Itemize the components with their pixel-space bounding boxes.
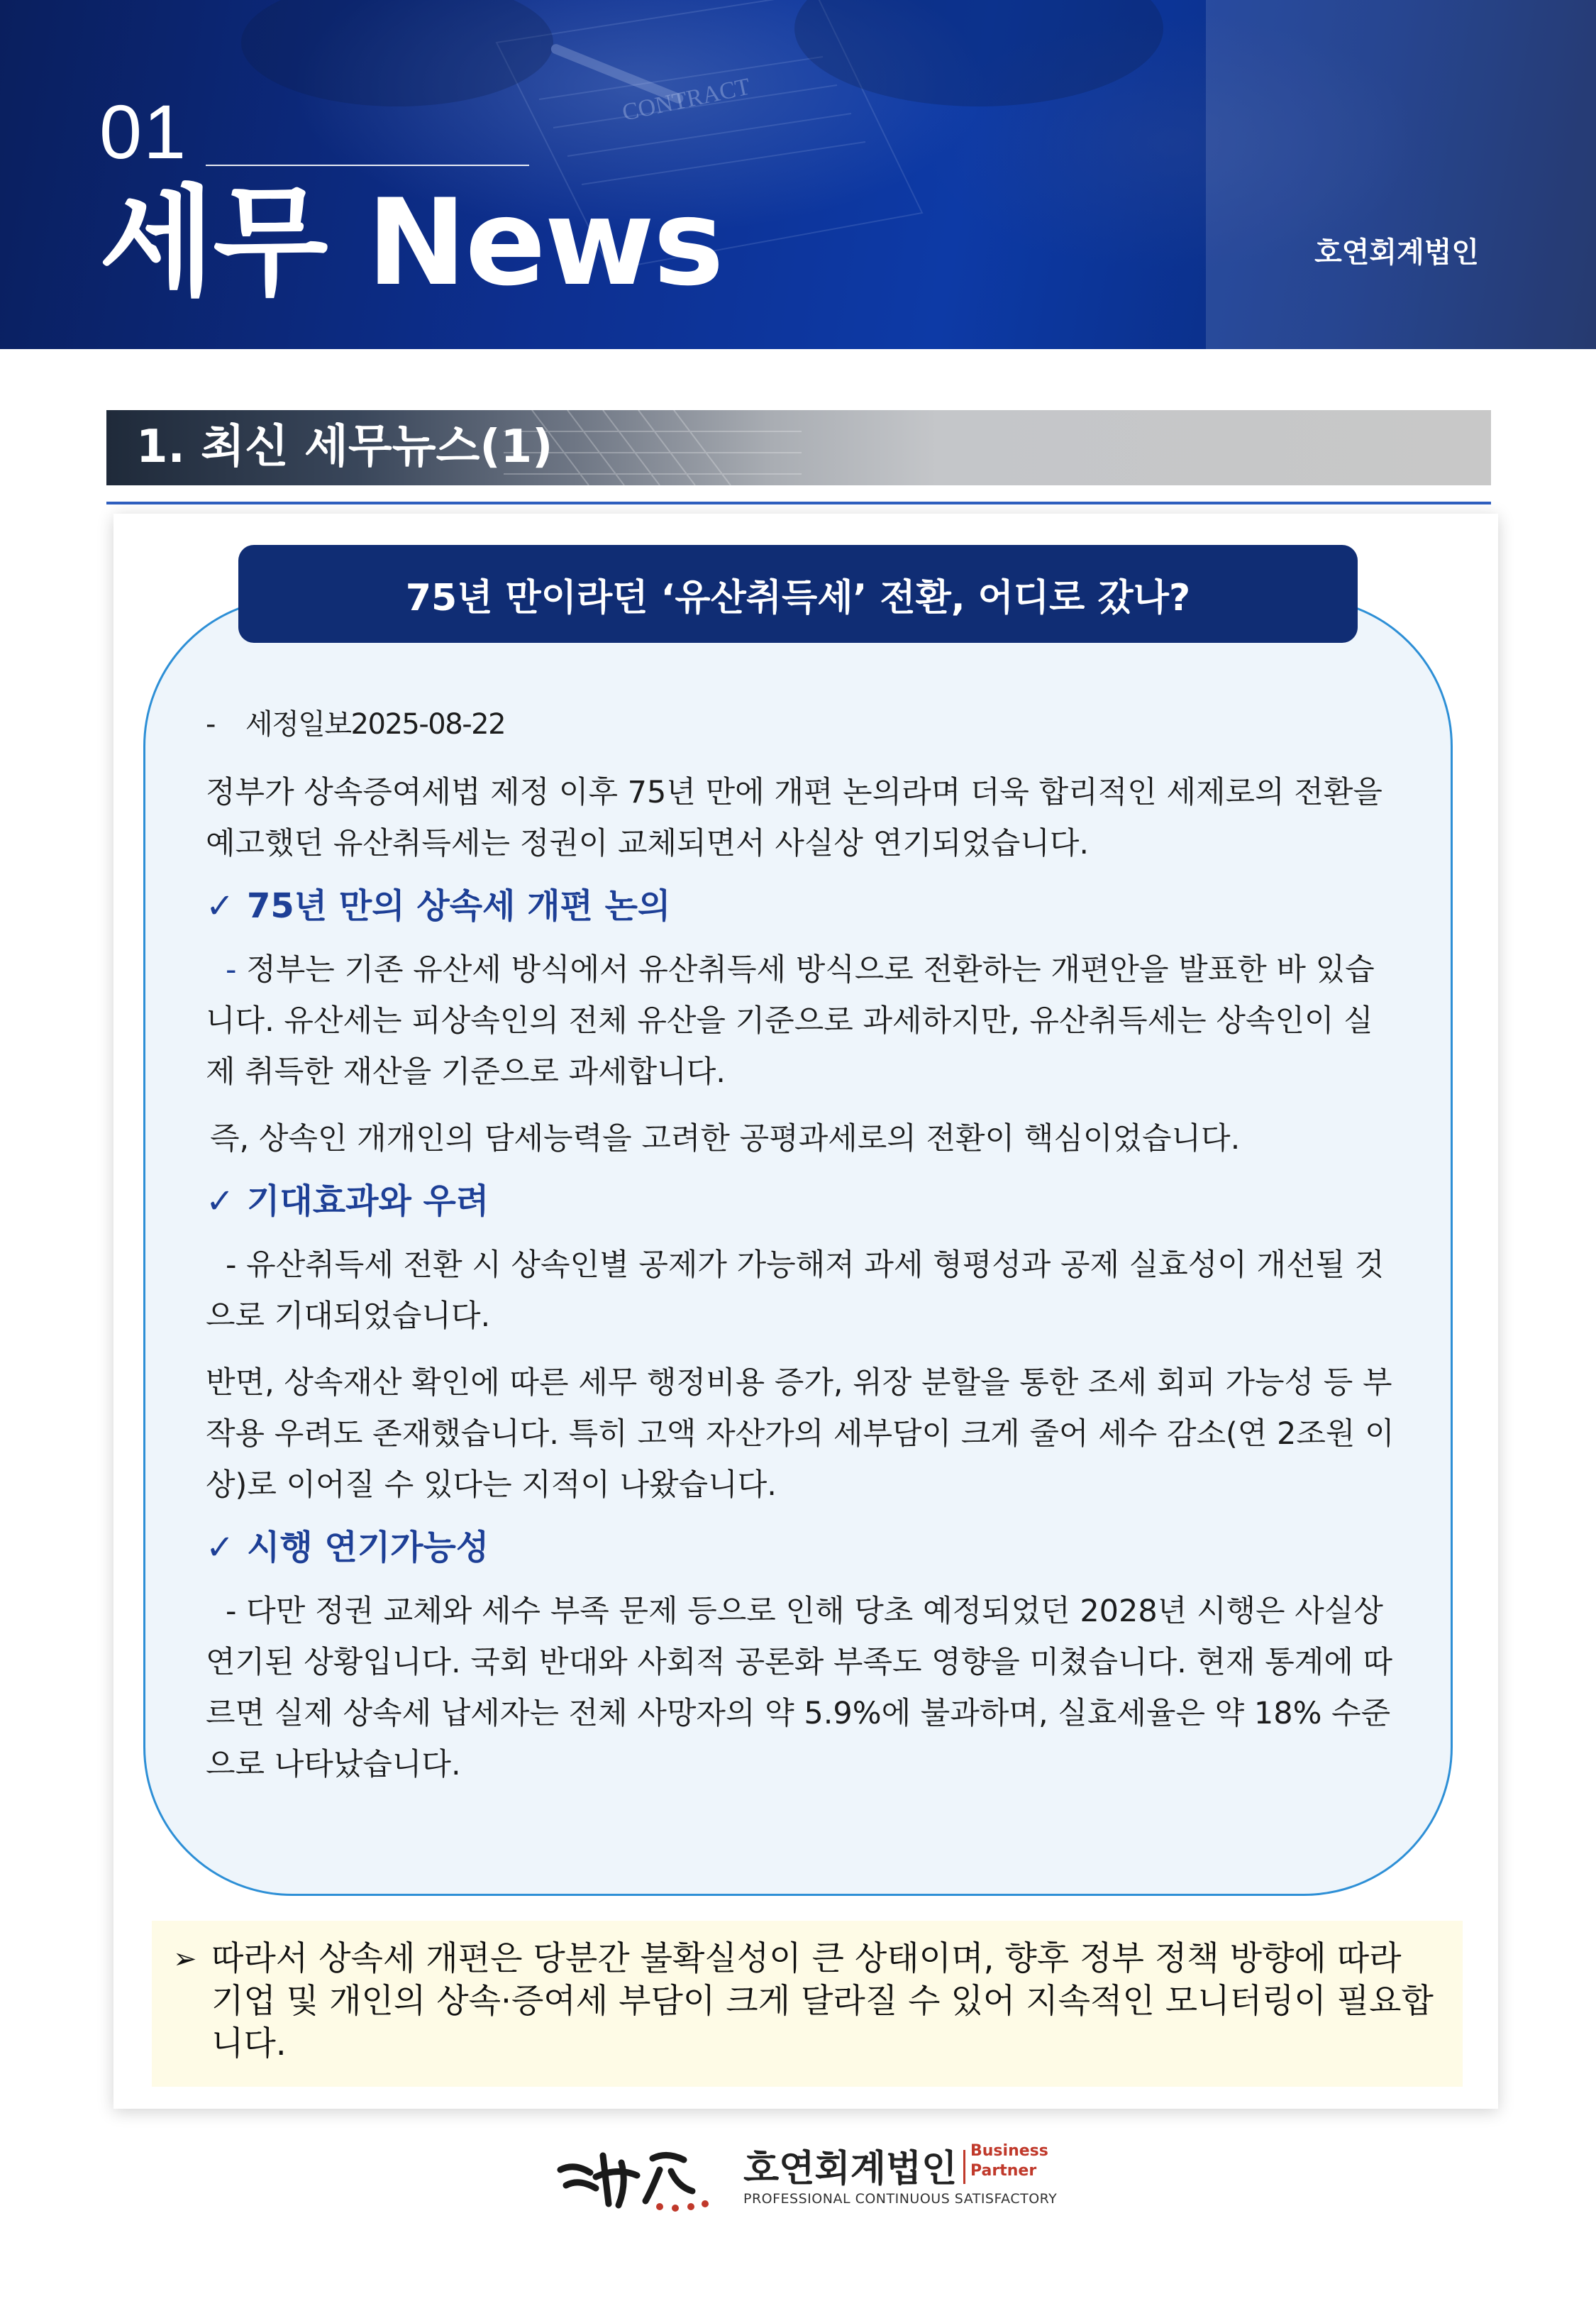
article-intro: 정부가 상속증여세법 제정 이후 75년 만에 개편 논의라며 더욱 합리적인 세제로의 전환을 예고했던 유산취득세는 정권이 교체되면서 사실상 연기되었습니다. bbox=[206, 775, 1382, 861]
header-banner bbox=[0, 0, 1596, 349]
section-divider bbox=[106, 502, 1491, 504]
check-icon: ✓ bbox=[206, 1528, 235, 1567]
reform-paragraph-text: 정부는 기존 유산세 방식에서 유산취득세 방식으로 전환하는 개편안을 발표한 바 있습니다. 유산세는 피상속인의 전체 유산을 기준으로 과세하지만, 유산취득세는 상속인이 실제 취득한 재산을 기준으로 과세합니다. bbox=[206, 952, 1375, 1090]
building-decoration bbox=[504, 410, 858, 485]
source-dash: - bbox=[206, 708, 215, 741]
article-source bbox=[206, 699, 1397, 750]
calligraphy-logo-icon bbox=[553, 2141, 731, 2212]
business-partner-label bbox=[970, 2141, 1048, 2181]
bp-line-1: Business bbox=[970, 2142, 1048, 2160]
footer bbox=[553, 2129, 1064, 2221]
delay-paragraph: - 다만 정권 교체와 세수 부족 문제 등으로 인해 당초 예정되었던 2028년 시행은 사실상 연기된 상황입니다. 국회 반대와 사회적 공론화 부족도 영향을 미쳤습니다. 현재 통계에 따르면 실제 상속세 납세자는 전체 사망자의 약 5.9%에 불과하며, 실효세율은 약 18% 수준으로 나타났습니다. bbox=[206, 1594, 1393, 1782]
headline-box bbox=[238, 545, 1358, 643]
subheading-text: 기대효과와 우려 bbox=[247, 1181, 489, 1221]
check-icon: ✓ bbox=[206, 1181, 235, 1221]
effects-paragraph: - 유산취득세 전환 시 상속인별 공제가 가능해져 과세 형평성과 공제 실효성이 개선될 것으로 기대되었습니다. bbox=[206, 1247, 1385, 1334]
dash-marker: - bbox=[226, 952, 237, 988]
section-title: 1. 최신 세무뉴스(1) bbox=[136, 421, 553, 473]
bp-line-2: Partner bbox=[970, 2162, 1037, 2180]
conclusion-text: 따라서 상속세 개편은 당분간 불확실성이 큰 상태이며, 향후 정부 정책 방향에 따라 기업 및 개인의 상속·증여세 부담이 크게 달라질 수 있어 지속적인 모니터링이 필요합니다. bbox=[211, 1939, 1434, 2063]
subheading-text: 시행 연기가능성 bbox=[247, 1528, 489, 1567]
source-text: 세정일보2025-08-22 bbox=[245, 708, 506, 741]
banner-title: 세무 News bbox=[99, 173, 723, 312]
footer-firm-name: 호연회계법인 bbox=[743, 2148, 958, 2190]
firm-name: 호연회계법인 bbox=[1314, 236, 1479, 269]
section-heading-bar bbox=[106, 410, 1491, 485]
issue-underline bbox=[206, 165, 529, 166]
subheading-delay-possibility bbox=[206, 1526, 1397, 1569]
subheading-effects-concerns bbox=[206, 1180, 1397, 1223]
footer-accent-bar bbox=[963, 2150, 965, 2184]
conclusion-box bbox=[152, 1921, 1463, 2087]
arrow-bullet-icon: ➢ bbox=[173, 1943, 197, 1975]
reform-paragraph bbox=[206, 944, 1397, 1098]
issue-number: 01 bbox=[99, 89, 188, 175]
subheading-reform-discussion bbox=[206, 885, 1397, 927]
contract-word: CONTRACT bbox=[619, 73, 753, 126]
footer-tagline: PROFESSIONAL CONTINUOUS SATISFACTORY bbox=[743, 2191, 1058, 2207]
article-headline: 75년 만이라던 ‘유산취득세’ 전환, 어디로 갔나? bbox=[405, 576, 1191, 619]
concerns-paragraph: 반면, 상속재산 확인에 따른 세무 행정비용 증가, 위장 분할을 통한 조세 회피 가능성 등 부작용 우려도 존재했습니다. 특히 고액 자산가의 세부담이 크게 줄어 세수 감소(연 2조원 이상)로 이어질 수 있다는 지적이 나왔습니다. bbox=[206, 1365, 1395, 1503]
subheading-text: 75년 만의 상속세 개편 논의 bbox=[247, 886, 671, 926]
article-content bbox=[206, 699, 1397, 1806]
check-icon: ✓ bbox=[206, 886, 235, 926]
reform-summary: 즉, 상속인 개개인의 담세능력을 고려한 공평과세로의 전환이 핵심이었습니다. bbox=[210, 1121, 1241, 1157]
